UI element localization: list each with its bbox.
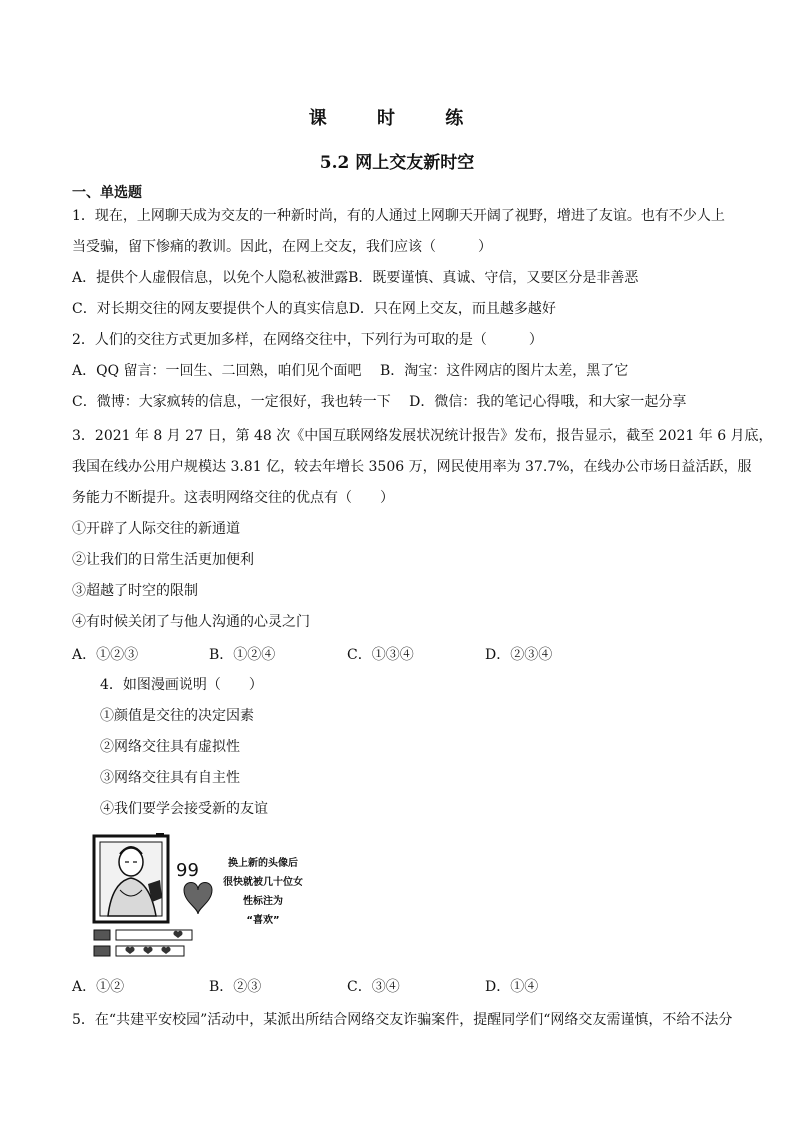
q3-option-b: B．①②④ (209, 647, 276, 663)
q3-stem-line-3: 务能力不断提升。这表明网络交往的优点有（ ） (72, 490, 394, 506)
q4-stem: 4．如图漫画说明（ ） (100, 677, 263, 693)
q2-stem: 2．人们的交往方式更加多样，在网络交往中，下列行为可取的是（ ） (72, 332, 543, 348)
page-subtitle: 5.2 网上交友新时空 (319, 153, 475, 173)
q3-option-d: D．②③④ (485, 647, 553, 663)
q3-stem-line-2: 我国在线办公用户规模达 3.81 亿，较去年增长 3506 万，网民使用率为 37.7%，在线办公市场日益活跃，服 (72, 459, 752, 475)
q1-stem-line-1: 1．现在，上网聊天成为交友的一种新时尚，有的人通过上网聊天开阔了视野，增进了友谊。也有不少人上 (72, 208, 725, 224)
comic-caption-line-2: 很快就被几十位女 (223, 877, 303, 888)
like-count: 99 (176, 860, 199, 881)
q2-options-line-2: C．微博：大家疯转的信息，一定很好，我也转一下 D．微信：我的笔记心得哦，和大家一起分享 (72, 394, 687, 410)
q3-stem-line-1: 3．2021 年 8 月 27 日，第 48 次《中国互联网络发展状况统计报告》发布，报告显示，截至 2021 年 6 月底， (72, 428, 773, 444)
page-title: 课 时 练 (308, 108, 486, 129)
q3-option-c: C．①③④ (347, 647, 414, 663)
q3-item-3: ③超越了时空的限制 (72, 583, 198, 599)
comic-caption (208, 854, 318, 930)
q5-stem-line-1: 5．在“共建平安校园”活动中，某派出所结合网络交友诈骗案件，提醒同学们“网络交友需谨慎，不给不法分 (72, 1012, 733, 1028)
q1-stem-line-2: 当受骗，留下惨痛的教训。因此，在网上交友，我们应该（ ） (72, 239, 492, 255)
q1-options-line-2: C．对长期交往的网友要提供个人的真实信息D．只在网上交友，而且越多越好 (72, 301, 556, 317)
q4-option-d: D．①④ (485, 979, 539, 995)
comic-caption-line-1: 换上新的头像后 (228, 858, 298, 869)
q4-item-2: ②网络交往具有虚拟性 (100, 739, 240, 755)
comic-caption-line-3: 性标注为 (243, 896, 283, 907)
comic-illustration (90, 832, 310, 962)
q1-options-line-1: A．提供个人虚假信息，以免个人隐私被泄露B．既要谨慎、真诚、守信，又要区分是非善恶 (72, 270, 639, 286)
q4-item-1: ①颜值是交往的决定因素 (100, 708, 254, 724)
q3-option-a: A．①②③ (72, 647, 139, 663)
comic-caption-line-4: “喜欢” (246, 915, 280, 926)
q3-item-1: ①开辟了人际交往的新通道 (72, 521, 240, 537)
q4-item-3: ③网络交往具有自主性 (100, 770, 240, 786)
q3-item-2: ②让我们的日常生活更加便利 (72, 552, 254, 568)
q4-option-a: A．①② (72, 979, 125, 995)
q4-item-4: ④我们要学会接受新的友谊 (100, 801, 268, 817)
q4-option-b: B．②③ (209, 979, 262, 995)
section-heading: 一、单选题 (72, 185, 142, 201)
q3-item-4: ④有时候关闭了与他人沟通的心灵之门 (72, 614, 310, 630)
q4-option-c: C．③④ (347, 979, 400, 995)
q2-options-line-1: A．QQ 留言：一回生、二回熟，咱们见个面吧 B．淘宝：这件网店的图片太差，黑了它 (72, 363, 629, 379)
